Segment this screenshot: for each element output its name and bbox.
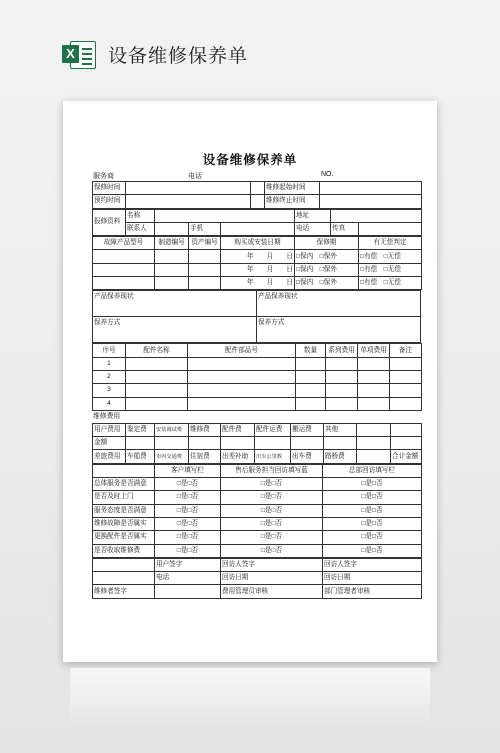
fax-field[interactable] xyxy=(359,222,422,235)
yes-no-checkbox[interactable]: □是□否 xyxy=(221,531,323,544)
serial-field[interactable] xyxy=(155,263,189,276)
parts-cell[interactable] xyxy=(326,384,358,397)
yes-no-checkbox[interactable]: □是□否 xyxy=(155,504,221,517)
yes-no-checkbox[interactable]: □是□否 xyxy=(155,491,221,504)
question: 服务态度是否满意 xyxy=(93,504,155,517)
number-label: NO. xyxy=(321,171,334,178)
col-install-date: 购买或安装日期 xyxy=(221,237,295,250)
question: 维修故障是否属实 xyxy=(93,517,155,530)
parts-table xyxy=(92,343,422,410)
date-field[interactable]: 年 月 日 xyxy=(221,277,295,290)
question: 更换配件是否属实 xyxy=(93,531,155,544)
repair-end-label: 维修终止时间 xyxy=(265,195,320,208)
phone-field-label: 电话 xyxy=(295,222,331,235)
fee-cell[interactable] xyxy=(155,437,189,450)
document-page xyxy=(63,101,437,662)
fee-cell[interactable] xyxy=(391,423,422,436)
parts-cell[interactable] xyxy=(358,397,390,410)
col-serial: 制造编号 xyxy=(155,237,189,250)
question: 总体服务是否满意 xyxy=(93,478,155,491)
col-asset: 资产编号 xyxy=(189,237,221,250)
yes-no-checkbox[interactable]: □是□否 xyxy=(221,491,323,504)
visit-sign[interactable]: 回访人签字 xyxy=(221,558,323,571)
status-left: 产品保养现状 xyxy=(93,291,257,317)
fee-fare: 车船费 xyxy=(126,450,155,463)
yes-no-checkbox[interactable]: □是□否 xyxy=(323,478,422,491)
sign-blank xyxy=(155,585,221,598)
fee-cell[interactable] xyxy=(357,423,391,436)
app-header xyxy=(62,38,248,70)
parts-col-unit: 单项费用 xyxy=(358,344,390,357)
repair-time-label: 保修时间 xyxy=(93,182,126,195)
parts-cell[interactable] xyxy=(188,384,296,397)
fee-table xyxy=(92,423,422,464)
fee-parts: 配件费 xyxy=(221,423,255,436)
yes-no-checkbox[interactable]: □是□否 xyxy=(323,504,422,517)
warranty-options[interactable]: □保内 □保外 xyxy=(295,277,359,290)
survey-head-hq: 总部回访填写栏 xyxy=(323,464,422,477)
status-right: 产品保养现状 xyxy=(257,291,421,317)
asset-field[interactable] xyxy=(189,250,221,263)
fee-shipping: 配件运费 xyxy=(255,423,291,436)
blank-cell xyxy=(251,195,265,208)
parts-cell[interactable] xyxy=(126,370,188,383)
parts-cell[interactable] xyxy=(126,384,188,397)
repairer-sign[interactable]: 维修者签字 xyxy=(93,585,155,598)
parts-row-no: 2 xyxy=(93,370,126,383)
fee-local: 市内交通费 xyxy=(155,450,189,463)
fee-title: 维修费用 xyxy=(93,412,121,420)
excel-icon: X xyxy=(62,39,96,69)
fee-appraisal: 鉴定费 xyxy=(126,423,155,436)
fee-cell[interactable] xyxy=(126,437,155,450)
serial-field[interactable] xyxy=(155,277,189,290)
parts-cell[interactable] xyxy=(188,397,296,410)
survey-head-aftersales: 售后服务担当回访填写蓝 xyxy=(221,464,323,477)
warranty-options[interactable]: □保内 □保外 xyxy=(295,250,359,263)
date-field[interactable]: 年 月 日 xyxy=(221,250,295,263)
repair-start-label: 维修起始时间 xyxy=(265,182,320,195)
contact-field[interactable] xyxy=(155,222,189,235)
serial-field[interactable] xyxy=(155,250,189,263)
fee-toll: 路桥费 xyxy=(324,450,357,463)
parts-cell[interactable] xyxy=(358,370,390,383)
fee-cell[interactable] xyxy=(221,437,255,450)
parts-cell[interactable] xyxy=(326,397,358,410)
fee-cell[interactable] xyxy=(391,437,422,450)
paid-options[interactable]: □有偿 □无偿 xyxy=(359,250,422,263)
yes-no-checkbox[interactable]: □是□否 xyxy=(323,491,422,504)
yes-no-checkbox[interactable]: □是□否 xyxy=(221,544,323,557)
parts-cell[interactable] xyxy=(390,357,422,370)
app-title: 设备维修保养单 xyxy=(108,45,249,67)
name-label: 名称 xyxy=(126,209,155,222)
fee-cell[interactable] xyxy=(357,437,391,450)
yes-no-checkbox[interactable]: □是□否 xyxy=(155,531,221,544)
fee-total: 合计金额 xyxy=(391,450,422,463)
fee-cell[interactable] xyxy=(324,437,357,450)
parts-cell[interactable] xyxy=(390,384,422,397)
parts-col-no: 序号 xyxy=(93,344,126,357)
parts-cell[interactable] xyxy=(326,357,358,370)
yes-no-checkbox[interactable]: □是□否 xyxy=(155,517,221,530)
warranty-options[interactable]: □保内 □保外 xyxy=(295,263,359,276)
asset-field[interactable] xyxy=(189,277,221,290)
address-field[interactable] xyxy=(331,209,422,222)
fee-cell[interactable] xyxy=(291,437,324,450)
fee-travel: 差旅费用 xyxy=(93,450,126,463)
fee-cell[interactable] xyxy=(189,437,221,450)
parts-cell[interactable] xyxy=(358,357,390,370)
fee-km: 出车公里数 xyxy=(255,450,291,463)
form-grid xyxy=(92,181,421,599)
paid-options[interactable]: □有偿 □无偿 xyxy=(359,277,422,290)
parts-col-qty: 数量 xyxy=(296,344,326,357)
fee-install: 安装调试费 xyxy=(155,423,189,436)
parts-cell[interactable] xyxy=(296,384,326,397)
document-title: 设备维修保养单 xyxy=(202,153,298,167)
fee-cell[interactable] xyxy=(357,450,391,463)
info-table xyxy=(92,209,422,237)
question: 是否收取维修费 xyxy=(93,544,155,557)
visit-date-hq[interactable]: 回访日期 xyxy=(323,572,422,585)
col-paid: 有无偿判定 xyxy=(359,237,422,250)
fee-moving: 搬运费 xyxy=(291,423,324,436)
col-model: 故障产品型号 xyxy=(93,237,155,250)
parts-cell[interactable] xyxy=(326,370,358,383)
asset-field[interactable] xyxy=(189,263,221,276)
dept-manager-review[interactable]: 部门管理者审核 xyxy=(323,585,422,598)
parts-col-number: 配件部品号 xyxy=(188,344,296,357)
mobile-label: 手机 xyxy=(189,222,221,235)
parts-row-no: 1 xyxy=(93,357,126,370)
yes-no-checkbox[interactable]: □是□否 xyxy=(155,478,221,491)
visit-date[interactable]: 回访日期 xyxy=(221,572,323,585)
parts-cell[interactable] xyxy=(296,357,326,370)
repair-info-label: 报修资料 xyxy=(93,209,126,236)
amount-label: 金额 xyxy=(93,437,126,450)
blank-cell xyxy=(251,182,265,195)
phone-label: 电话 xyxy=(188,173,202,180)
parts-row-no: 4 xyxy=(93,397,126,410)
parts-col-remark: 备注 xyxy=(390,344,422,357)
model-field[interactable] xyxy=(93,263,155,276)
mobile-field[interactable] xyxy=(221,222,295,235)
survey-blank xyxy=(93,464,155,477)
parts-row-no: 3 xyxy=(93,384,126,397)
parts-cell[interactable] xyxy=(358,384,390,397)
sign-blank xyxy=(93,572,155,585)
fee-repair: 维修费 xyxy=(189,423,221,436)
parts-cell[interactable] xyxy=(296,370,326,383)
yes-no-checkbox[interactable]: □是□否 xyxy=(221,478,323,491)
fee-cell[interactable] xyxy=(255,437,291,450)
model-field[interactable] xyxy=(93,250,155,263)
name-field[interactable] xyxy=(155,209,295,222)
phone-sign[interactable]: 电话 xyxy=(155,572,221,585)
col-warranty: 保修期 xyxy=(295,237,359,250)
model-field[interactable] xyxy=(93,277,155,290)
parts-cell[interactable] xyxy=(126,357,188,370)
parts-cell[interactable] xyxy=(188,370,296,383)
contact-label: 联系人 xyxy=(126,222,155,235)
yes-no-checkbox[interactable]: □是□否 xyxy=(221,517,323,530)
paid-options[interactable]: □有偿 □无偿 xyxy=(359,263,422,276)
fee-allowance: 出差补助 xyxy=(221,450,255,463)
parts-cell[interactable] xyxy=(296,397,326,410)
sign-table xyxy=(92,558,422,599)
product-table xyxy=(92,236,422,290)
fee-manager-review[interactable]: 费用管理员审核 xyxy=(221,585,323,598)
yes-no-checkbox[interactable]: □是□否 xyxy=(323,517,422,530)
repair-time-field[interactable] xyxy=(126,182,251,195)
parts-col-series: 系列费用 xyxy=(326,344,358,357)
sign-blank xyxy=(93,558,155,571)
date-field[interactable]: 年 月 日 xyxy=(221,263,295,276)
user-sign[interactable]: 用户签字 xyxy=(155,558,221,571)
parts-col-name: 配件名称 xyxy=(126,344,188,357)
page-reflection xyxy=(70,668,430,728)
status-table xyxy=(92,290,421,343)
fee-other: 其他 xyxy=(324,423,357,436)
parts-cell[interactable] xyxy=(188,357,296,370)
parts-cell[interactable] xyxy=(126,397,188,410)
parts-cell[interactable] xyxy=(390,397,422,410)
method-left: 保养方式 xyxy=(93,317,257,343)
parts-cell[interactable] xyxy=(390,370,422,383)
fee-hotel: 住宿费 xyxy=(189,450,221,463)
yes-no-checkbox[interactable]: □是□否 xyxy=(155,544,221,557)
fee-user: 用户费用 xyxy=(93,423,126,436)
yes-no-checkbox[interactable]: □是□否 xyxy=(323,544,422,557)
visit-sign-hq[interactable]: 回访人签字 xyxy=(323,558,422,571)
address-label: 地址 xyxy=(295,209,331,222)
fee-vehicle: 出车费 xyxy=(291,450,324,463)
appointment-label: 预约时间 xyxy=(93,195,126,208)
header-table xyxy=(92,181,422,209)
method-right: 保养方式 xyxy=(257,317,421,343)
appointment-field[interactable] xyxy=(126,195,251,208)
survey-head-customer: 客户填写栏 xyxy=(155,464,221,477)
question: 是否及时上门 xyxy=(93,491,155,504)
yes-no-checkbox[interactable]: □是□否 xyxy=(221,504,323,517)
provider-label: 服务商 xyxy=(93,173,114,180)
repair-end-field[interactable] xyxy=(320,195,422,208)
fax-label: 传真 xyxy=(331,222,359,235)
yes-no-checkbox[interactable]: □是□否 xyxy=(323,531,422,544)
survey-table xyxy=(92,464,422,558)
repair-start-field[interactable] xyxy=(320,182,422,195)
